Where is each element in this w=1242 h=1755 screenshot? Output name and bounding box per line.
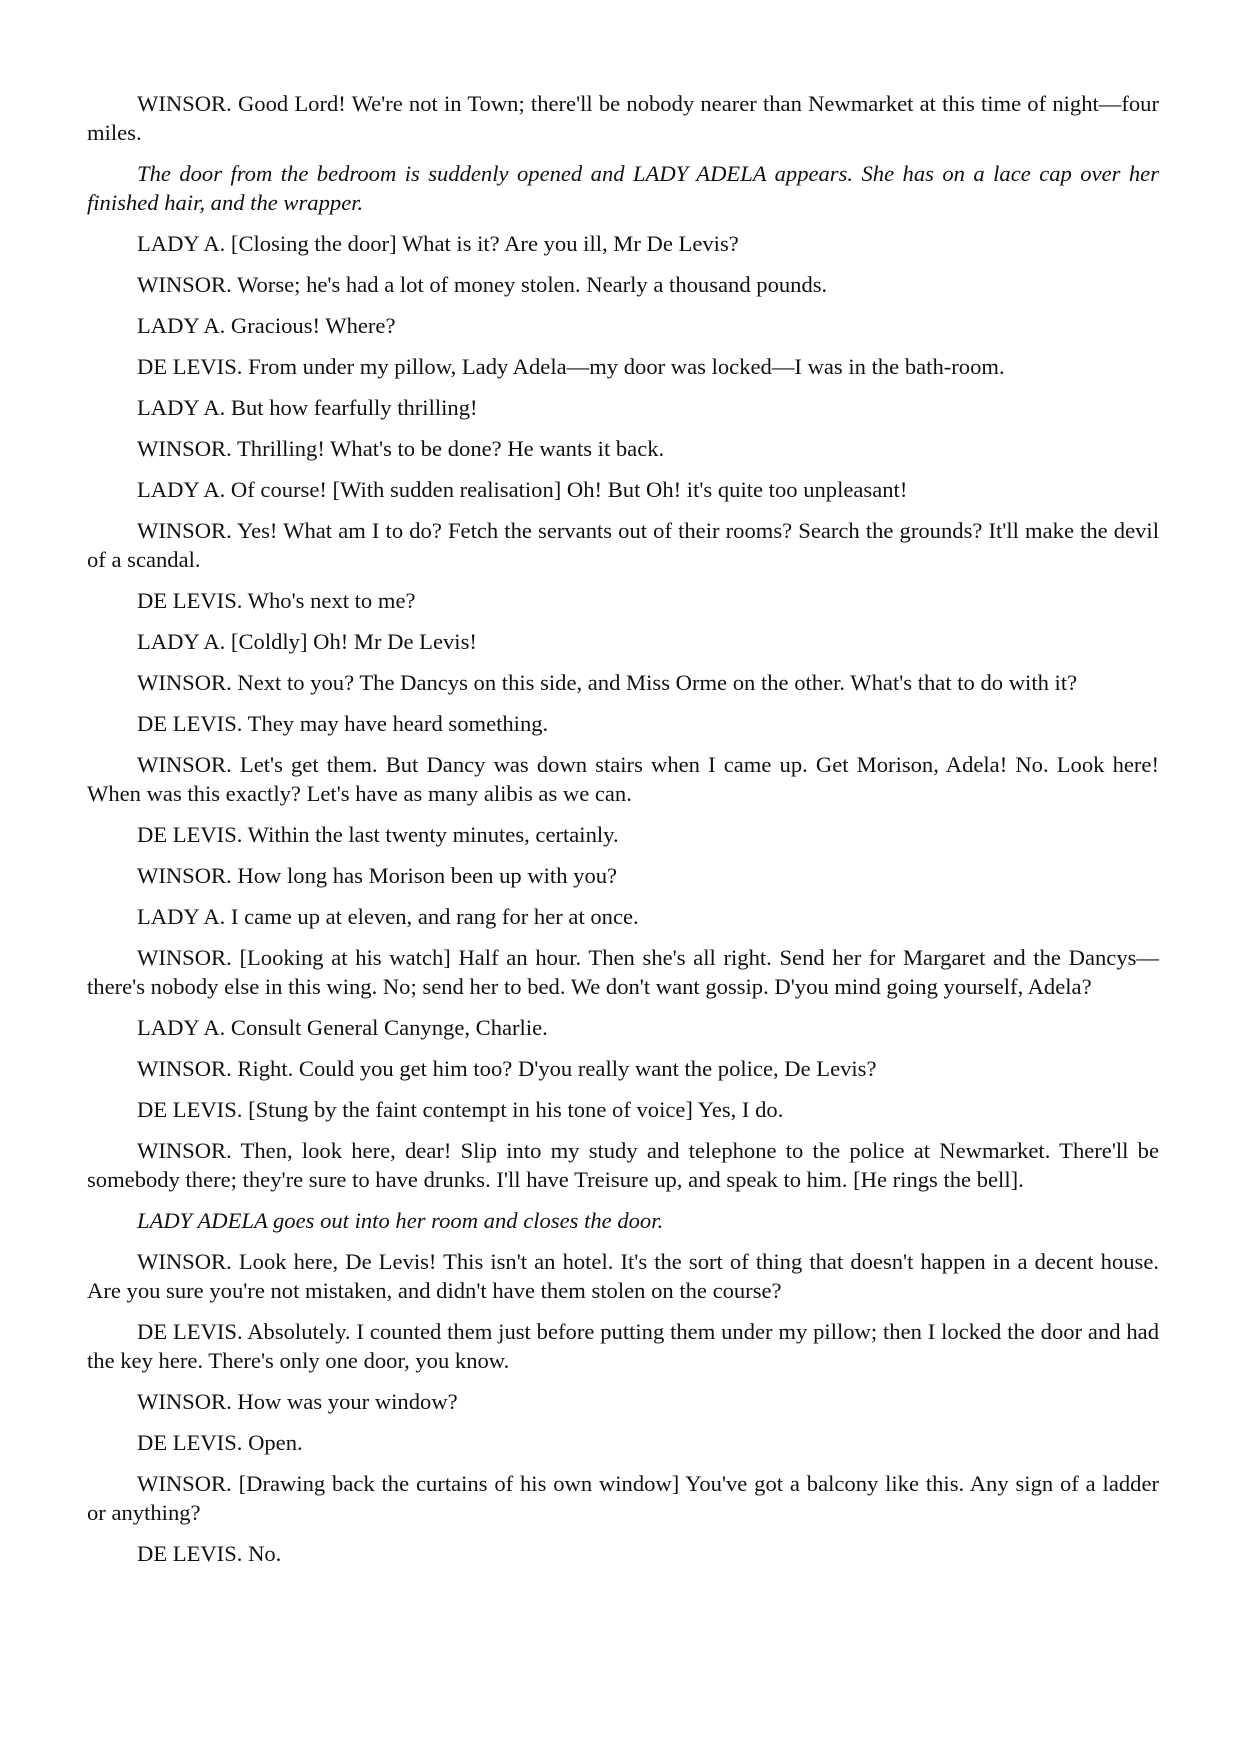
dialogue-line: WINSOR. Thrilling! What's to be done? He wants it back. [137, 436, 665, 461]
dialogue-line: WINSOR. Good Lord! We're not in Town; there'll be nobody nearer than Newmarket at this time of night—four miles. [87, 91, 1159, 145]
dialogue-line: DE LEVIS. They may have heard something. [137, 711, 549, 736]
dialogue-line: DE LEVIS. Within the last twenty minutes, certainly. [137, 822, 619, 847]
dialogue-line: DE LEVIS. Open. [137, 1430, 303, 1455]
dialogue-line: WINSOR. Next to you? The Dancys on this side, and Miss Orme on the other. What's that to do with it? [137, 670, 1078, 695]
dialogue-line: LADY A. I came up at eleven, and rang for her at once. [137, 904, 639, 929]
dialogue-line: WINSOR. How was your window? [137, 1389, 458, 1414]
dialogue-line: LADY A. [Coldly] Oh! Mr De Levis! [137, 629, 477, 654]
dialogue-line: WINSOR. [Looking at his watch] Half an hour. Then she's all right. Send her for Margaret and the Dancys—there's nobody else in this wing. No; send her to bed. We don't want gossip. D'you mind going yourself, Adela? [87, 945, 1159, 999]
stage-direction: The door from the bedroom is suddenly opened and LADY ADELA appears. She has on a lace cap over her finished hair, and the wrapper. [87, 161, 1159, 215]
dialogue-line: WINSOR. Yes! What am I to do? Fetch the servants out of their rooms? Search the grounds? It'll make the devil of a scandal. [87, 518, 1159, 572]
dialogue-line: LADY A. Gracious! Where? [137, 313, 396, 338]
dialogue-line: WINSOR. How long has Morison been up with you? [137, 863, 618, 888]
dialogue-line: WINSOR. Look here, De Levis! This isn't an hotel. It's the sort of thing that doesn't happen in a decent house. Are you sure you're not mistaken, and didn't have them stolen on the course? [87, 1249, 1159, 1303]
dialogue-line: WINSOR. Worse; he's had a lot of money stolen. Nearly a thousand pounds. [137, 272, 828, 297]
dialogue-line: DE LEVIS. From under my pillow, Lady Adela—my door was locked—I was in the bath-room. [137, 354, 1005, 379]
dialogue-line: WINSOR. [Drawing back the curtains of his own window] You've got a balcony like this. Any sign of a ladder or anything? [87, 1471, 1159, 1525]
dialogue-line: DE LEVIS. No. [137, 1541, 282, 1566]
dialogue-line: WINSOR. Let's get them. But Dancy was down stairs when I came up. Get Morison, Adela! No. Look here! When was this exactly? Let's have as many alibis as we can. [87, 752, 1159, 806]
dialogue-line: WINSOR. Then, look here, dear! Slip into my study and telephone to the police at Newmarket. There'll be somebody there; they're sure to have drunks. I'll have Treisure up, and speak to him. [He rings the bell]. [87, 1138, 1159, 1192]
document-page [87, 89, 1159, 1580]
dialogue-line: LADY A. [Closing the door] What is it? Are you ill, Mr De Levis? [137, 231, 739, 256]
dialogue-line: LADY A. But how fearfully thrilling! [137, 395, 478, 420]
dialogue-line: LADY A. Of course! [With sudden realisation] Oh! But Oh! it's quite too unpleasant! [137, 477, 908, 502]
dialogue-line: DE LEVIS. [Stung by the faint contempt in his tone of voice] Yes, I do. [137, 1097, 784, 1122]
dialogue-line: DE LEVIS. Absolutely. I counted them just before putting them under my pillow; then I locked the door and had the key here. There's only one door, you know. [87, 1319, 1159, 1373]
dialogue-line: LADY A. Consult General Canynge, Charlie. [137, 1015, 548, 1040]
stage-direction: LADY ADELA goes out into her room and closes the door. [137, 1208, 664, 1233]
dialogue-line: WINSOR. Right. Could you get him too? D'you really want the police, De Levis? [137, 1056, 877, 1081]
dialogue-line: DE LEVIS. Who's next to me? [137, 588, 416, 613]
